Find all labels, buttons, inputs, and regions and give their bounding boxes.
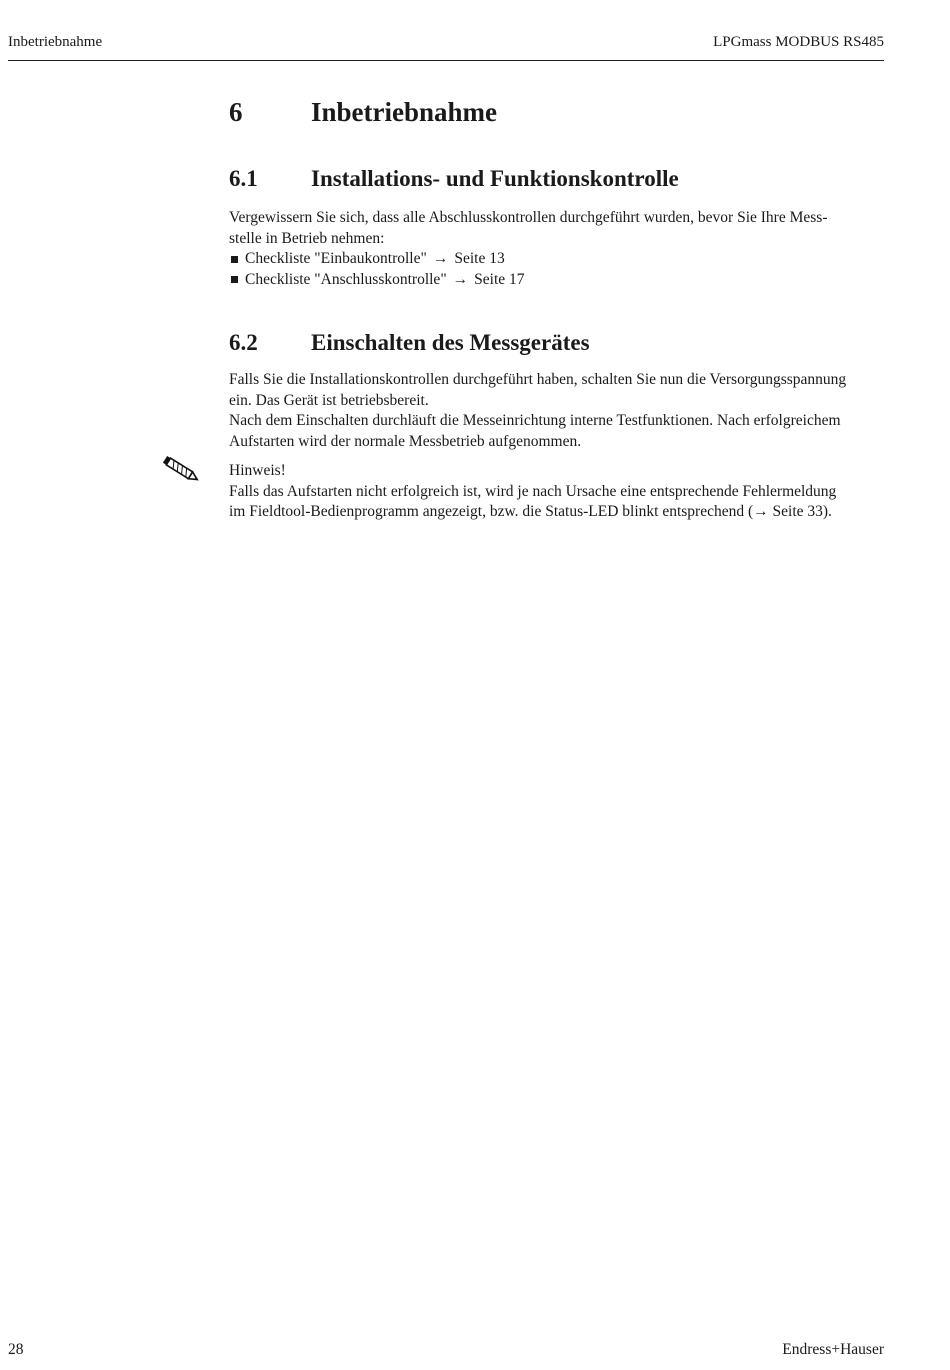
page-number: 28 — [8, 1341, 24, 1358]
paragraph-line: Nach dem Einschalten durchläuft die Messeinrichtung interne Testfunktionen. Nach erfolgreichem — [229, 412, 841, 429]
intro-line: stelle in Betrieb nehmen: — [229, 229, 385, 247]
chapter-number: 6 — [229, 96, 243, 127]
note-line: Falls das Aufstarten nicht erfolgreich ist, wird je nach Ursache eine entsprechende Fehlermeldung — [229, 482, 837, 500]
checklist-label: Checkliste "Anschlusskontrolle" — [245, 270, 447, 288]
header-section-title: Inbetriebnahme — [8, 34, 103, 50]
checklist — [229, 249, 889, 290]
paragraph-line: Aufstarten wird der normale Messbetrieb aufgenommen. — [229, 432, 582, 450]
section-6-1-intro — [229, 208, 889, 249]
section-number: 6.1 — [229, 166, 258, 191]
section-number: 6.2 — [229, 330, 258, 355]
section-title: Einschalten des Messgerätes — [311, 330, 590, 355]
note-title: Hinweis! — [229, 462, 286, 479]
list-item — [229, 249, 889, 270]
bullet-square-icon — [231, 276, 238, 283]
section-heading-6-2 — [229, 326, 889, 360]
section-6-2-paragraph-1 — [229, 370, 889, 411]
header-product-name: LPGmass MODBUS RS485 — [713, 34, 884, 50]
paragraph-line: Falls Sie die Installationskontrollen durchgeführt haben, schalten Sie nun die Versorgungsspannung — [229, 371, 847, 388]
chapter-title: Inbetriebnahme — [311, 96, 498, 127]
paragraph-line: ein. Das Gerät ist betriebsbereit. — [229, 391, 429, 409]
main-content — [229, 92, 889, 523]
section-heading-6-1 — [229, 162, 889, 196]
brand-name: Endress+Hauser — [782, 1341, 884, 1358]
note-line: im Fieldtool-Bedienprogramm angezeigt, bzw. die Status-LED blinkt entsprechend (→ Seite 33). — [229, 503, 832, 520]
arrow-right-icon: → — [452, 270, 469, 288]
section-title: Installations- und Funktionskontrolle — [311, 166, 679, 191]
page-header — [8, 32, 884, 61]
note-block — [229, 461, 889, 523]
arrow-right-icon: → — [432, 250, 449, 267]
page-reference-link[interactable]: Seite 13 — [454, 250, 505, 267]
list-item — [229, 270, 889, 291]
section-6-2-paragraph-2 — [229, 411, 889, 452]
chapter-heading — [229, 92, 889, 132]
bullet-square-icon — [231, 256, 238, 263]
page-reference-link[interactable]: Seite 17 — [474, 270, 525, 288]
checklist-label: Checkliste "Einbaukontrolle" — [245, 250, 427, 267]
intro-line: Vergewissern Sie sich, dass alle Abschlusskontrollen durchgeführt wurden, bevor Sie Ihre Mess- — [229, 209, 828, 226]
pencil-note-icon — [160, 455, 204, 485]
